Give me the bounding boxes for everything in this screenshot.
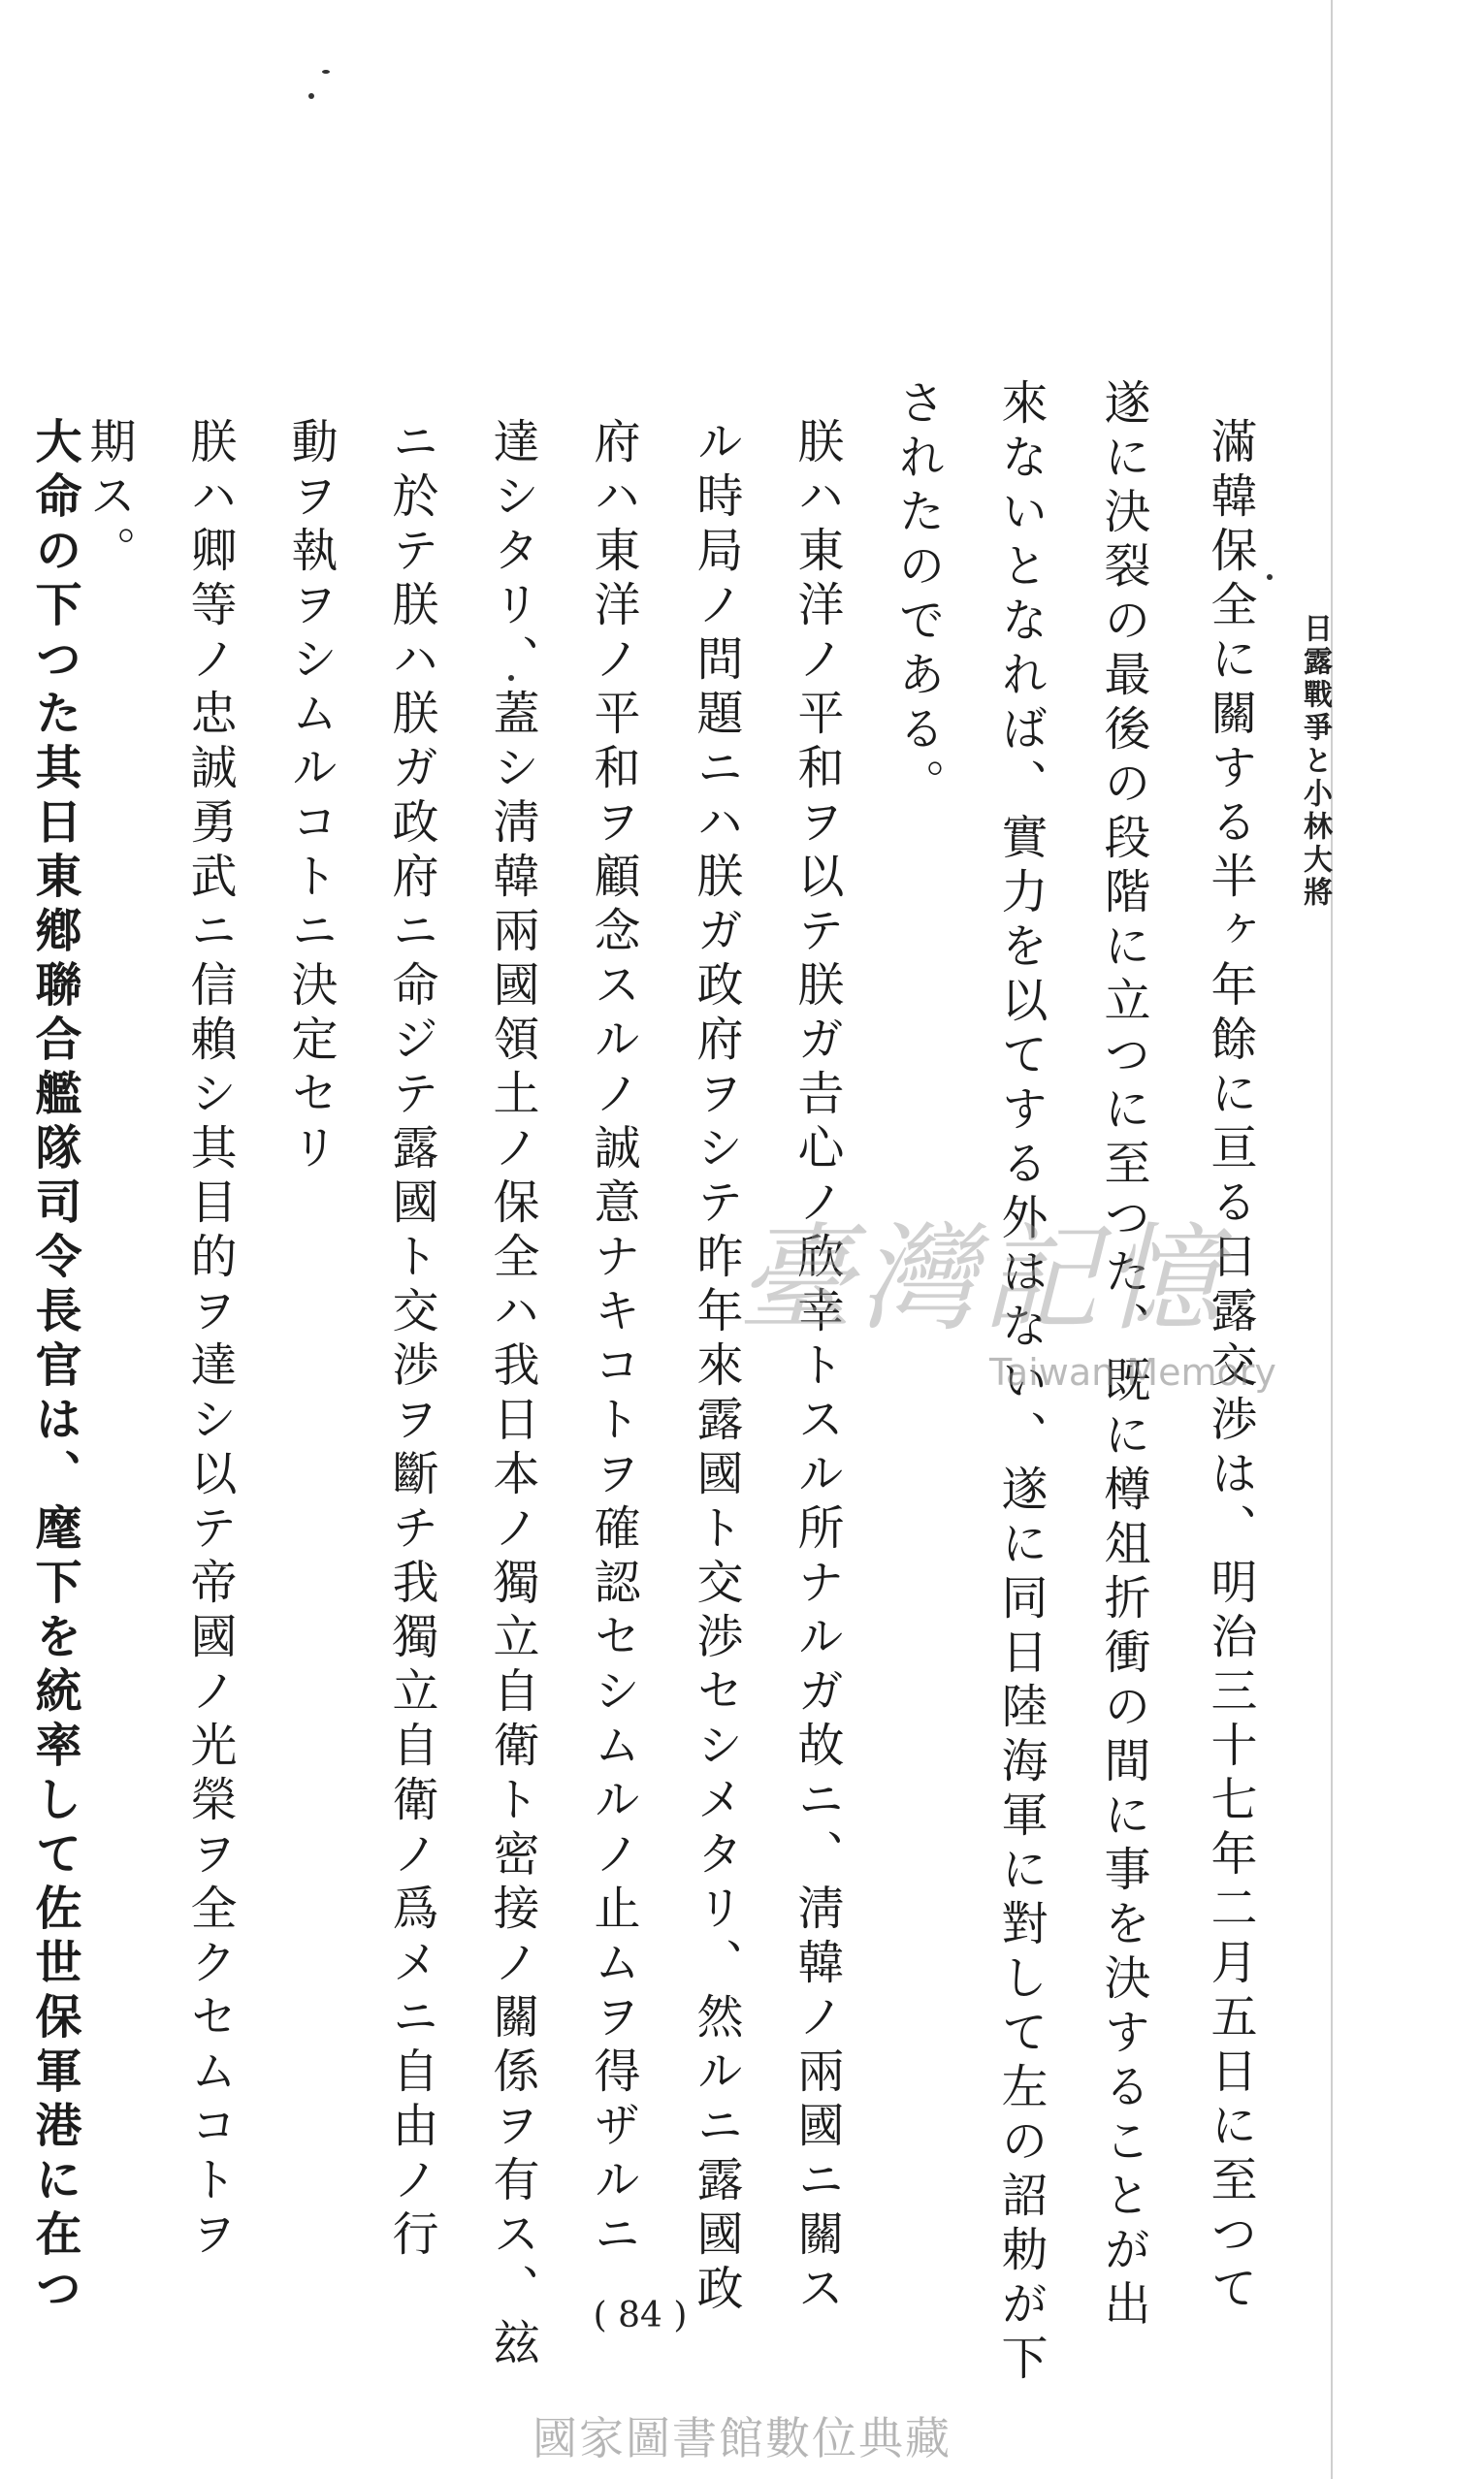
- text-column-12: 期ス。: [81, 417, 136, 580]
- watermark-main-text: 臺灣記憶: [737, 1212, 1226, 1347]
- text-column-3: 來ないとなれば、實力を以てする外はない、遂に同日陸海軍に對して左の詔勅が下: [993, 378, 1048, 2388]
- text-column-2: 遂に決裂の最後の段階に立つに至つた、既に樽俎折衝の間に事を決することが出: [1096, 378, 1150, 2334]
- text-column-10: 動ヲ執ヲシムルコトニ決定セリ: [283, 417, 338, 1177]
- text-column-6: ル時局ノ問題ニハ朕ガ政府ヲシテ昨年來露國ト交渉セシメタリ、然ルニ露國政: [689, 417, 743, 2318]
- text-column-4: されたのである。: [890, 378, 945, 813]
- ink-speck: [308, 93, 314, 99]
- text-column-7: 府ハ東洋ノ平和ヲ顧念スルノ誠意ナキコトヲ確認セシムルノ止ムヲ得ザルニ: [586, 417, 640, 2264]
- library-footer: 國家圖書館數位典藏: [532, 2412, 952, 2464]
- text-column-1: 滿韓保全に關する半ヶ年餘に亘る日露交渉は、明治三十七年二月五日に至つて: [1203, 417, 1257, 2318]
- text-column-8: 達シタリ、蓋シ淸韓兩國領土ノ保全ハ我日本ノ獨立自衛ト密接ノ關係ヲ有ス、玆: [485, 417, 539, 2372]
- page-edge-line: [1331, 0, 1333, 2479]
- watermark-sub-text: Taiwan Memory: [989, 1351, 1276, 1394]
- ink-speck: [322, 70, 330, 74]
- text-column-5: 朕ハ東洋ノ平和ヲ以テ朕ガ𠮷心ノ欣幸トスル所ナルガ故ニ、淸韓ノ兩國ニ關ス: [790, 417, 844, 2318]
- text-column-13: 大命の下つた其日東鄕聯合艦隊司令長官は、麾下を統率して佐世保軍港に在つ: [27, 417, 81, 2318]
- page-number: ( 84 ): [593, 2296, 688, 2335]
- text-column-9: ニ於テ朕ハ朕ガ政府ニ命ジテ露國ト交渉ヲ斷チ我獨立自衛ノ爲メニ自由ノ行: [384, 417, 438, 2264]
- running-header: 日露戰爭と小林大將: [1298, 613, 1332, 910]
- text-column-11: 朕ハ卿等ノ忠誠勇武ニ信賴シ其目的ヲ達シ以テ帝國ノ光榮ヲ全クセムコトヲ: [182, 417, 237, 2264]
